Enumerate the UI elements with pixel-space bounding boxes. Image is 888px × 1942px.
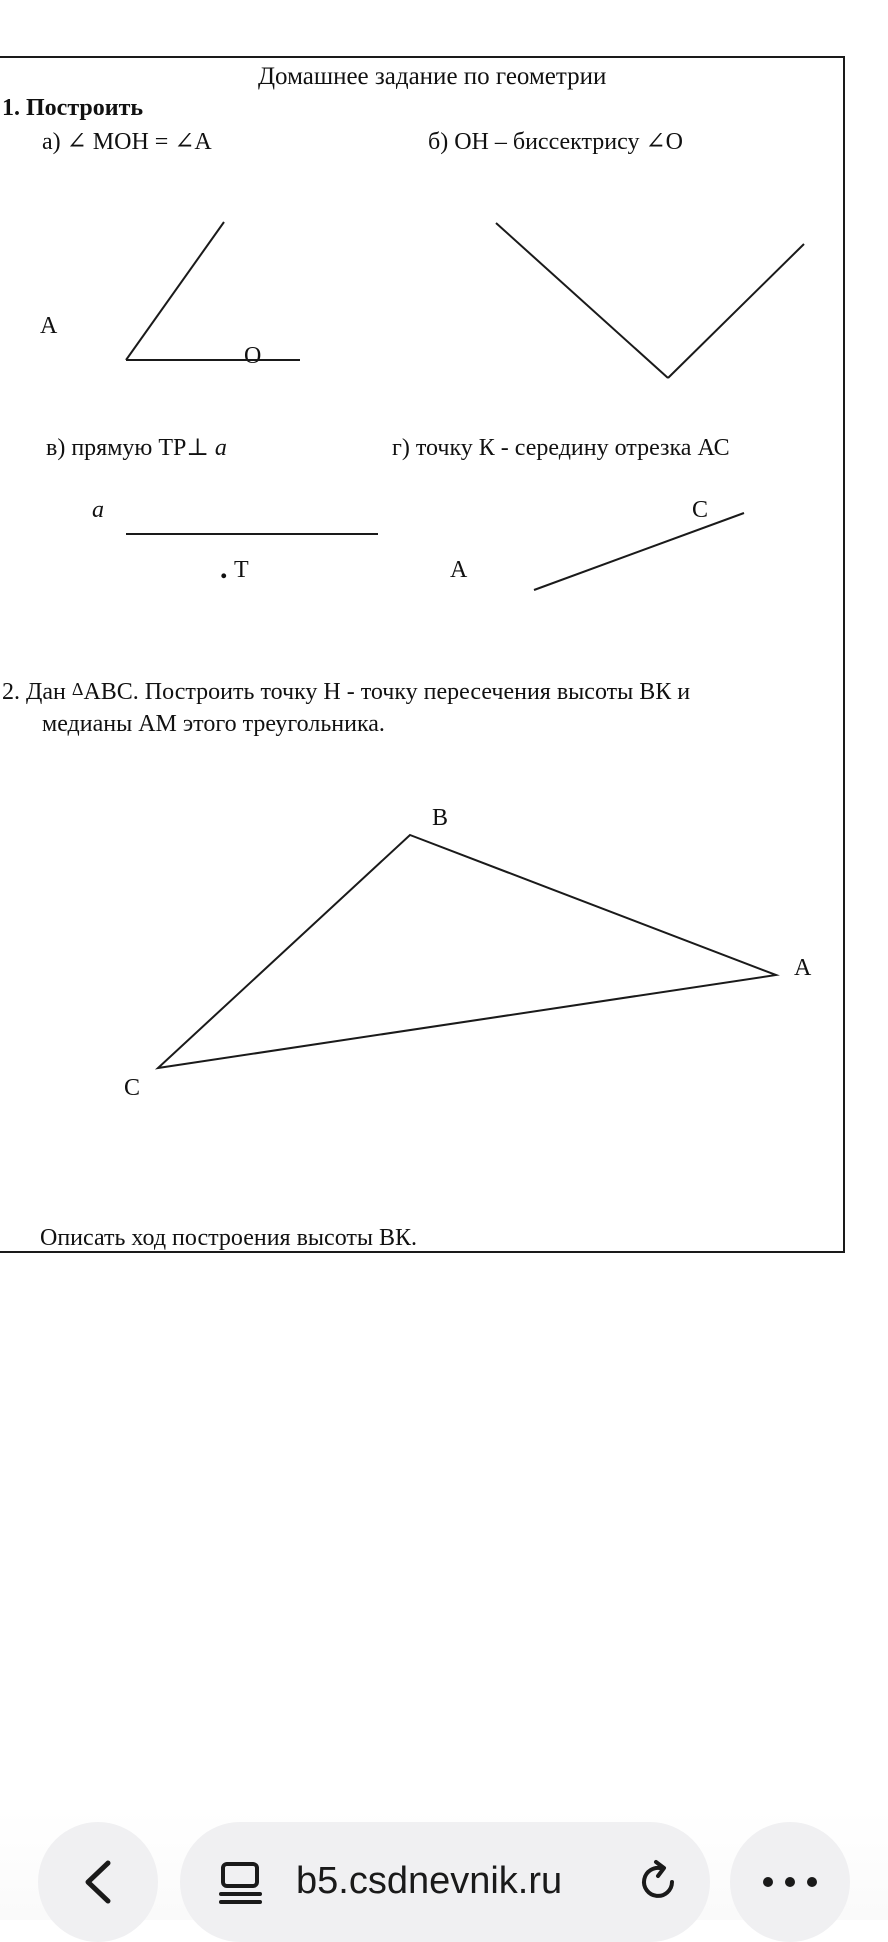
- label-o-point: О: [244, 343, 262, 369]
- task2-line2: медианы АМ этого треугольника.: [42, 711, 385, 737]
- label-a-vertex: А: [40, 313, 58, 339]
- document-frame: [0, 56, 845, 1253]
- label-segment-a: А: [450, 557, 468, 583]
- more-button[interactable]: [730, 1822, 850, 1942]
- perpendicular-icon: ⊥: [186, 435, 209, 461]
- task1-b-text: [428, 130, 683, 154]
- task1-v-text: [46, 436, 227, 460]
- t-point-dot: .: [220, 552, 228, 585]
- task1-b-end: О: [665, 129, 683, 155]
- reload-icon[interactable]: [634, 1858, 682, 1906]
- label-segment-c: С: [692, 497, 709, 523]
- angle-icon: ∠: [174, 129, 195, 155]
- task1-g-text: г) точку К - середину отрезка АС: [392, 435, 730, 461]
- page-info-icon[interactable]: [218, 1860, 264, 1906]
- address-bar[interactable]: [180, 1822, 710, 1942]
- back-button[interactable]: [38, 1822, 158, 1942]
- label-triangle-c: С: [124, 1075, 141, 1101]
- task2-prefix: 2. Дан: [2, 679, 72, 705]
- url-text[interactable]: b5.csdnevnik.ru: [296, 1860, 563, 1902]
- more-dots-icon: [760, 1874, 820, 1890]
- task1-b-label: б) ОН – биссектрису: [428, 129, 646, 155]
- label-line-a: a: [92, 497, 104, 523]
- task1-heading: 1. Построить: [2, 95, 144, 121]
- angle-icon: ∠: [645, 129, 666, 155]
- task1-a-mid: МОН =: [86, 129, 175, 155]
- triangle-icon: Δ: [71, 679, 84, 699]
- label-t-point: Т: [234, 557, 249, 583]
- task1-a-prefix: а): [42, 129, 67, 155]
- angle-icon: ∠: [66, 129, 87, 155]
- task1-v-var: a: [214, 435, 227, 461]
- chevron-left-icon: [78, 1857, 118, 1907]
- document-title: Домашнее задание по геометрии: [258, 63, 607, 90]
- label-triangle-a: А: [794, 955, 812, 981]
- label-triangle-b: В: [432, 805, 449, 831]
- task1-v-label: в) прямую ТР: [46, 435, 187, 461]
- task2-line1: [2, 680, 690, 704]
- task1-a-end: А: [194, 129, 212, 155]
- task2-rest: АВС. Построить точку Н - точку пересечения высоты ВК и: [83, 679, 691, 705]
- footer-task: Описать ход построения высоты ВК.: [40, 1225, 418, 1251]
- task1-a-text: [42, 130, 212, 154]
